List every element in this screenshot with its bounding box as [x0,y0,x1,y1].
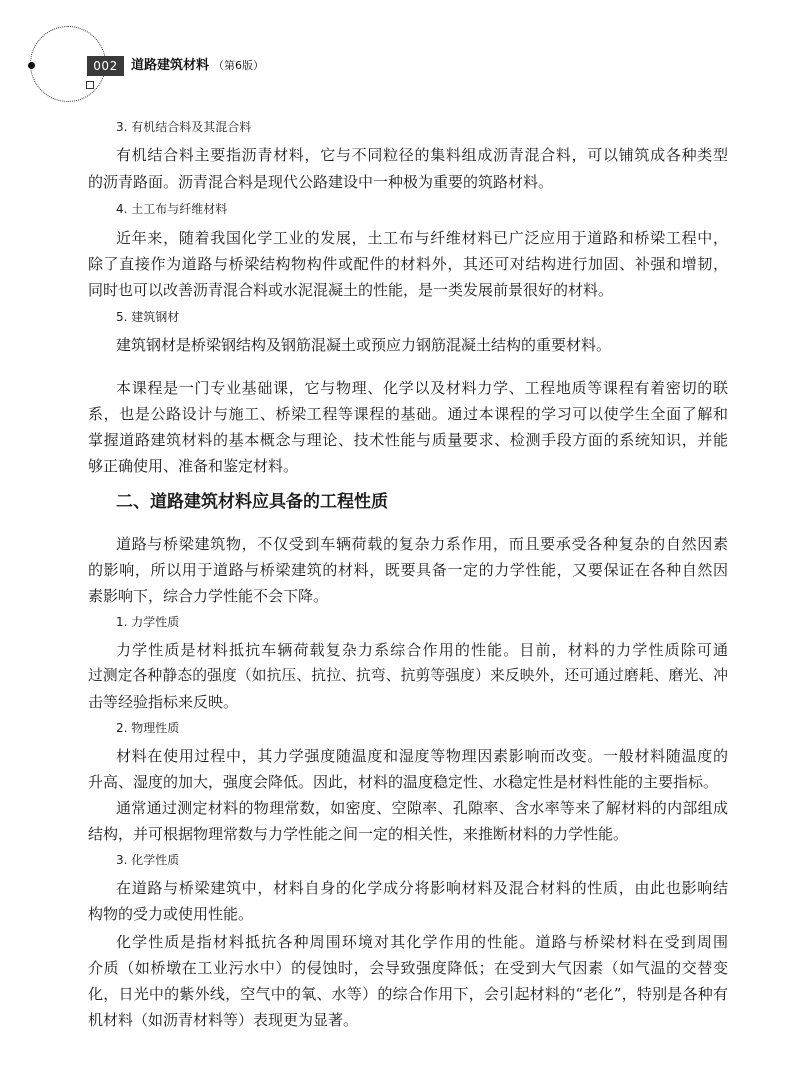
edition-label: （第6版） [213,59,265,72]
body-line: 击等经验指标来反映。 [88,693,239,711]
body-line: 材料在使用过程中，其力学强度随温度和湿度等物理因素影响而改变。一般材料随温度的 [116,747,728,765]
body-line: 的沥青路面。沥青混合料是现代公路建设中一种极为重要的筑路材料。 [88,173,554,191]
body-line: 化，日光中的紫外线，空气中的氧、水等）的综合作用下，会引起材料的“老化”，特别是各种有 [88,985,728,1003]
book-title: 道路建筑材料 [131,58,210,73]
body-line: 有机结合料主要指沥青材料，它与不同粒径的集料组成沥青混合料，可以铺筑成各种类型 [116,146,728,164]
body-line: 构物的受力或使用性能。 [88,905,254,923]
body-line: 结构，并可根据物理常数与力学性能之间一定的相关性，来推断材料的力学性能。 [88,825,629,843]
body-line: 除了直接作为道路与桥梁结构物构件或配件的材料外，其还可对结构进行加固、补强和增韧， [88,255,728,273]
body-line: 够正确使用、准备和鉴定材料。 [88,457,299,475]
body-line: 介质（如桥墩在工业污水中）的侵蚀时，会导致强度降低；在受到大气因素（如气温的交替变 [88,959,728,977]
body-line: 在道路与桥梁建筑中，材料自身的化学成分将影响材料及混合材料的性质，由此也影响结 [116,879,728,897]
page-number: 002 [87,56,124,76]
body-line: 机材料（如沥青材料等）表现更为显著。 [88,1011,359,1029]
body-line: 近年来，随着我国化学工业的发展，土工布与纤维材料已广泛应用于道路和桥梁工程中， [116,229,728,247]
running-title [131,56,264,76]
subheading-physical: 2. 物理性质 [116,721,180,735]
body-line: 化学性质是指材料抵抗各种周围环境对其化学作用的性能。道路与桥梁材料在受到周围 [116,933,728,951]
body-line: 同时也可以改善沥青混合料或水泥混凝土的性能，是一类发展前景很好的材料。 [88,281,614,299]
page-header [0,0,790,100]
body-line: 升高、湿度的加大，强度会降低。因此，材料的温度稳定性、水稳定性是材料性能的主要指标。 [88,773,719,791]
body-line: 道路与桥梁建筑物，不仅受到车辆荷载的复杂力系作用，而且要承受各种复杂的自然因素 [116,535,728,553]
body-line: 本课程是一门专业基础课，它与物理、化学以及材料力学、工程地质等课程有着密切的联 [116,379,728,397]
section-heading: 二、道路建筑材料应具备的工程性质 [116,492,388,512]
subheading-organic-binders: 3. 有机结合料及其混合料 [116,120,252,134]
body-line: 掌握道路建筑材料的基本概念与理论、技术性能与质量要求、检测手段方面的系统知识，并能 [88,431,728,449]
subheading-mechanical: 1. 力学性质 [116,615,180,629]
body-line: 过测定各种静态的强度（如抗压、抗拉、抗弯、抗剪等强度）来反映外，还可通过磨耗、磨光、冲 [88,667,728,684]
subheading-geotextile: 4. 土工布与纤维材料 [116,202,228,216]
body-line: 素影响下，综合力学性能不会下降。 [88,587,329,605]
body-line: 建筑钢材是桥梁钢结构及钢筋混凝土或预应力钢筋混凝土结构的重要材料。 [116,336,612,354]
body-line: 系，也是公路设计与施工、桥梁工程等课程的基础。通过本课程的学习可以使学生全面了解和 [88,405,728,423]
body-line: 通常通过测定材料的物理常数，如密度、空隙率、孔隙率、含水率等来了解材料的内部组成 [116,799,728,817]
decorative-bullet [28,62,35,69]
body-line: 的影响，所以用于道路与桥梁建筑的材料，既要具备一定的力学性能，又要保证在各种自然因 [88,561,728,579]
body-line: 力学性质是材料抵抗车辆荷载复杂力系综合作用的性能。目前，材料的力学性质除可通 [116,641,728,659]
subheading-chemical: 3. 化学性质 [116,853,180,867]
decorative-square [86,81,94,89]
subheading-steel: 5. 建筑钢材 [116,310,180,324]
